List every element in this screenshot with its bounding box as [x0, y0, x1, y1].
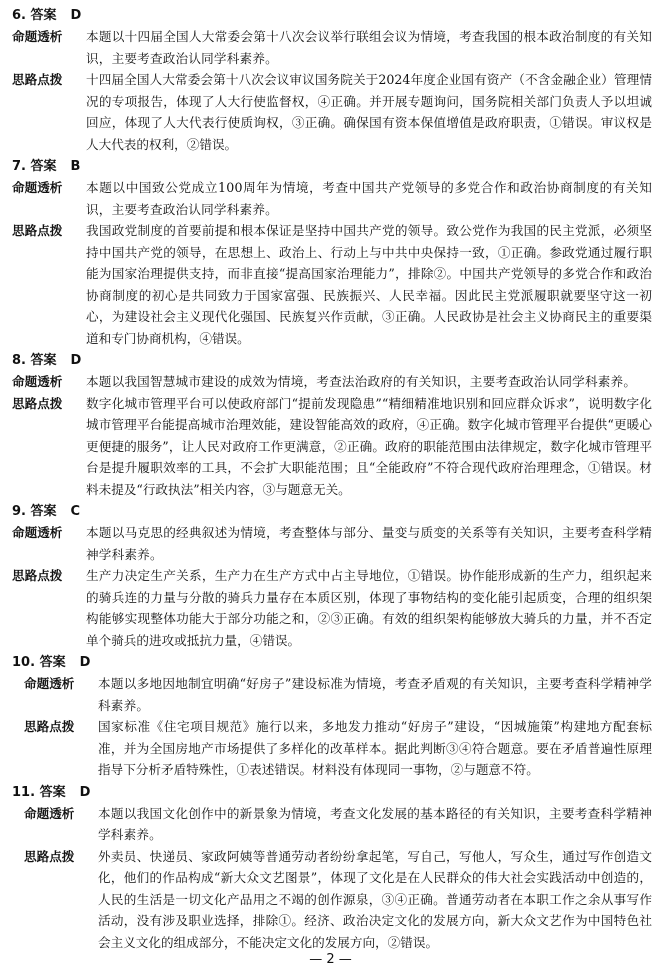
reasoning-section	[12, 69, 652, 155]
answer-value: C	[70, 504, 81, 519]
answer-value: D	[70, 8, 82, 23]
answer-line	[12, 351, 652, 371]
question-11	[12, 783, 652, 954]
question-7	[12, 157, 652, 349]
reasoning-text: 外卖员、快递员、家政阿姨等普通劳动者纷纷拿起笔，写自己，写他人，写众生，通过写作创造文化，他们的作品构成“新大众文艺图景”，体现了文化是在人民群众的伟大社会实践活动中创造的，人民的生活是一切文化产品用之不竭的创作源泉，③④正确。普通劳动者在本职工作之余从事写作活动，没有涉及职业选择，排除①。经济、政治决定文化的发展方向，新大众文艺作为中国特色社会主义文化的组成部分，不能决定文化的发展方向，②错误。	[98, 848, 652, 950]
reasoning-label: 思路点拨	[24, 848, 75, 864]
analysis-section	[12, 177, 652, 220]
analysis-section	[12, 522, 652, 565]
analysis-text: 本题以中国致公党成立100周年为情境，考查中国共产党领导的多党合作和政治协商制度的有关知识，主要考查政治认同学科素养。	[86, 180, 652, 217]
answer-value: D	[79, 784, 91, 800]
reasoning-text: 生产力决定生产关系，生产力在生产方式中占主导地位，①错误。协作能形成新的生产力，组织起来的骑兵连的力量与分散的骑兵力量存在本质区别，体现了事物结构的变化能引起质变，合理的组织架构能够实现整体功能大于部分功能之和，②③正确。有效的组织架构能够放大骑兵的力量，并不否定单个骑兵的进攻或抵抗力量，④错误。	[86, 568, 652, 648]
analysis-section	[12, 371, 652, 393]
reasoning-label: 思路点拨	[12, 395, 63, 411]
reasoning-section	[12, 846, 652, 954]
reasoning-label: 思路点拨	[24, 719, 75, 734]
question-10	[12, 653, 652, 781]
answer-value: D	[79, 655, 91, 670]
document-body	[12, 6, 652, 955]
analysis-label: 命题透析	[12, 180, 63, 195]
answer-label: 答案	[30, 504, 57, 519]
answer-line	[12, 6, 652, 26]
reasoning-label: 思路点拨	[12, 568, 63, 583]
reasoning-section	[12, 716, 652, 781]
analysis-text: 本题以我国文化创作中的新景象为情境，考查文化发展的基本路径的有关知识，主要考查科学精神学科素养。	[98, 805, 652, 842]
answer-label: 答案	[39, 784, 66, 800]
analysis-text: 本题以马克思的经典叙述为情境，考查整体与部分、量变与质变的关系等有关知识，主要考查科学精神学科素养。	[86, 525, 652, 562]
answer-label: 答案	[30, 8, 57, 23]
analysis-label: 命题透析	[12, 525, 63, 540]
question-8	[12, 351, 652, 500]
analysis-section	[12, 803, 652, 846]
reasoning-section	[12, 393, 652, 501]
reasoning-label: 思路点拨	[12, 72, 63, 87]
answer-line	[12, 783, 652, 803]
analysis-label: 命题透析	[24, 805, 75, 821]
answer-label: 答案	[30, 353, 57, 368]
analysis-label: 命题透析	[12, 374, 63, 389]
analysis-text: 本题以我国智慧城市建设的成效为情境，考查法治政府的有关知识，主要考查政治认同学科素养。	[86, 374, 637, 389]
question-number: 10.	[12, 655, 36, 670]
answer-line	[12, 653, 652, 673]
question-number: 8.	[12, 353, 26, 368]
reasoning-label: 思路点拨	[12, 223, 63, 238]
analysis-text: 本题以十四届全国人大常委会第十八次会议举行联组会议为情境，考查我国的根本政治制度的有关知识，主要考查政治认同学科素养。	[86, 29, 652, 66]
answer-label: 答案	[39, 655, 66, 670]
answer-line	[12, 157, 652, 177]
reasoning-section	[12, 565, 652, 651]
analysis-label: 命题透析	[24, 676, 75, 691]
reasoning-text: 十四届全国人大常委会第十八次会议审议国务院关于2024年度企业国有资产（不含金融企业）管理情况的专项报告，体现了人大行使监督权，④正确。并开展专题询问，国务院相关部门负责人予以坦诚回应，体现了人大代表行使质询权，③正确。确保国有资本保值增值是政府职责，①错误。审议权是人大代表的权利，②错误。	[86, 72, 652, 152]
reasoning-text: 国家标准《住宅项目规范》施行以来，多地发力推动“好房子”建设，“因城施策”构建地方配套标准，并为全国房地产市场提供了多样化的改革样本。据此判断③④符合题意。要在矛盾普遍性原理指导下分析矛盾特殊性，①表述错误。材料没有体现同一事物，②与题意不符。	[98, 719, 652, 777]
analysis-label: 命题透析	[12, 29, 63, 44]
reasoning-text: 数字化城市管理平台可以使政府部门“提前发现隐患”“精细精准地识别和回应群众诉求”，说明数字化城市管理平台能提高城市治理效能，建设智能高效的政府，④正确。数字化城市管理平台提供“更暖心更便捷的服务”，让人民对政府工作更满意，②正确。政府的职能范围由法律规定，数字化城市管理平台是提升履职效率的工具，不会扩大职能范围；且“全能政府”不符合现代政府治理理念，①错误。材料未提及“行政执法”相关内容，③与题意无关。	[86, 395, 652, 497]
question-number: 7.	[12, 159, 26, 174]
answer-value: D	[70, 353, 82, 368]
question-number: 11.	[12, 784, 36, 800]
answer-value: B	[70, 159, 81, 174]
question-6	[12, 6, 652, 155]
reasoning-text: 我国政党制度的首要前提和根本保证是坚持中国共产党的领导。致公党作为我国的民主党派，必须坚持中国共产党的领导，在思想上、政治上、行动上与中共中央保持一致，①正确。参政党通过履行职能为国家治理提供支持，而非直接“提高国家治理能力”，排除②。中国共产党领导的多党合作和政治协商制度的初心是共同致力于国家富强、民族振兴、人民幸福。因此民主党派履职就要坚守这一初心，为建设社会主义现代化强国、民族复兴作贡献，③正确。人民政协是社会主义协商民主的重要渠道和专门协商机构，④错误。	[86, 223, 652, 346]
question-9	[12, 502, 652, 651]
analysis-section	[12, 673, 652, 716]
question-number: 6.	[12, 8, 26, 23]
reasoning-section	[12, 220, 652, 349]
page-number: — 2 —	[309, 952, 352, 967]
question-number: 9.	[12, 504, 26, 519]
analysis-section	[12, 26, 652, 69]
answer-label: 答案	[30, 159, 57, 174]
analysis-text: 本题以多地因地制宜明确“好房子”建设标准为情境，考查矛盾观的有关知识，主要考查科学精神学科素养。	[98, 676, 652, 713]
answer-line	[12, 502, 652, 522]
